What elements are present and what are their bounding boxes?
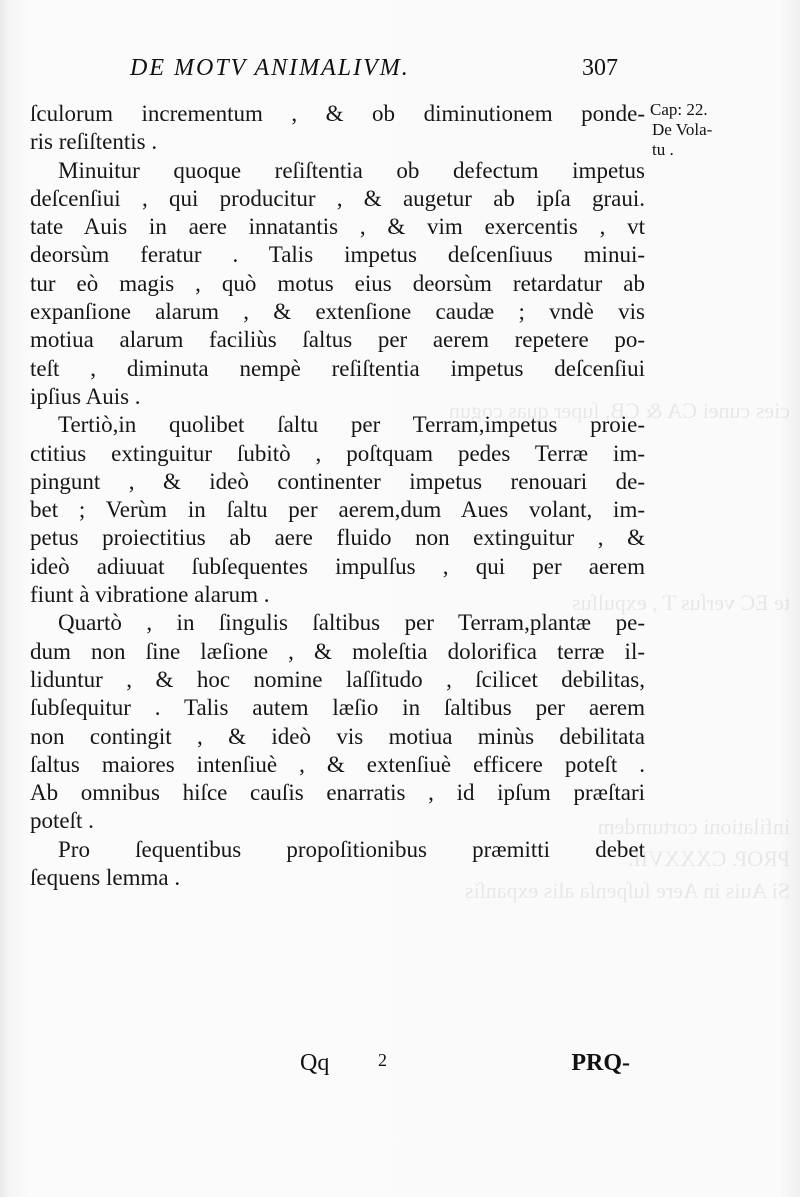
running-head bbox=[130, 55, 630, 95]
body-text bbox=[30, 100, 645, 892]
text-line: petus proiectitius ab aere fluido non extinguitur , & bbox=[30, 525, 645, 551]
text-line: ſubſequitur . Talis autem læſio in ſaltibus per aerem bbox=[30, 695, 645, 721]
text-line: poteſt . bbox=[30, 808, 94, 834]
text-line: liduntur , & hoc nomine laſſitudo , ſcilicet debilitas, bbox=[30, 666, 645, 692]
text-line: Ab omnibus hiſce cauſis enarratis , id ipſum præſtari bbox=[30, 780, 645, 806]
text-line: ſculorum incrementum , & ob diminutionem ponde- bbox=[30, 101, 645, 126]
page-number: 307 bbox=[582, 55, 618, 81]
text-line: Tertiò,in quolibet ſaltu per Terram,impetus proie- bbox=[58, 412, 645, 438]
show-through-text: cies cunei CA & CB, ſuper quas cogun te EC verſus T , expulſus infilationi cortumdem PROP. CXXXVII. Si Auis in Aere ſuſpenſa alis expanſis bbox=[449, 398, 790, 903]
text-line: dum non ſine læſione , & moleſtia dolorifica terræ il- bbox=[30, 638, 645, 664]
text-line: deorsùm feratur . Talis impetus deſcenſiuus minui- bbox=[30, 242, 645, 268]
text-line: ſequens lemma . bbox=[30, 865, 181, 891]
text-line: ctitius extinguitur ſubitò , poſtquam pedes Terræ im- bbox=[30, 440, 645, 466]
signature-number: 2 bbox=[378, 1050, 387, 1070]
catchword: PRQ- bbox=[571, 1050, 630, 1076]
text-line: bet ; Verùm in ſaltu per aerem,dum Aues volant, im- bbox=[30, 497, 645, 523]
text-line: deſcenſiui , qui producitur , & augetur ab ipſa graui. bbox=[30, 185, 645, 211]
margin-note-line: tu . bbox=[652, 140, 674, 159]
text-line: Pro ſequentibus propoſitionibus præmitti debet bbox=[58, 836, 645, 862]
margin-note-line: Cap: 22. bbox=[650, 100, 708, 119]
margin-note bbox=[650, 100, 800, 160]
signature-mark: Qq bbox=[300, 1050, 330, 1076]
text-line: ris reſiſtentis . bbox=[30, 129, 158, 155]
text-line: pingunt , & ideò continenter impetus renouari de- bbox=[30, 468, 645, 494]
running-title: DE MOTV ANIMALIVM. bbox=[130, 55, 410, 81]
margin-note-line: De Vola- bbox=[652, 120, 713, 139]
text-line: ipſius Auis . bbox=[30, 383, 141, 409]
text-line: tate Auis in aere innatantis , & vim exercentis , vt bbox=[30, 214, 645, 240]
page-footer bbox=[300, 1050, 630, 1084]
text-line: motiua alarum faciliùs ſaltus per aerem repetere po- bbox=[30, 327, 645, 353]
text-line: ideò adiuuat ſubſequentes impulſus , qui per aerem bbox=[30, 553, 645, 579]
text-line: Quartò , in ſingulis ſaltibus per Terram,plantæ pe- bbox=[58, 610, 645, 636]
text-line: teſt , diminuta nempè reſiſtentia impetus deſcenſiui bbox=[30, 355, 645, 381]
text-line: ſaltus maiores intenſiuè , & extenſiuè efficere poteſt . bbox=[30, 751, 645, 777]
text-line: non contingit , & ideò vis motiua minùs debilitata bbox=[30, 723, 645, 749]
text-line: fiunt à vibratione alarum . bbox=[30, 582, 270, 608]
text-line: Minuitur quoque reſiſtentia ob defectum impetus bbox=[58, 157, 645, 183]
text-line: expanſione alarum , & extenſione caudæ ; vndè vis bbox=[30, 299, 645, 325]
text-line: tur eò magis , quò motus eius deorsùm retardatur ab bbox=[30, 270, 645, 296]
